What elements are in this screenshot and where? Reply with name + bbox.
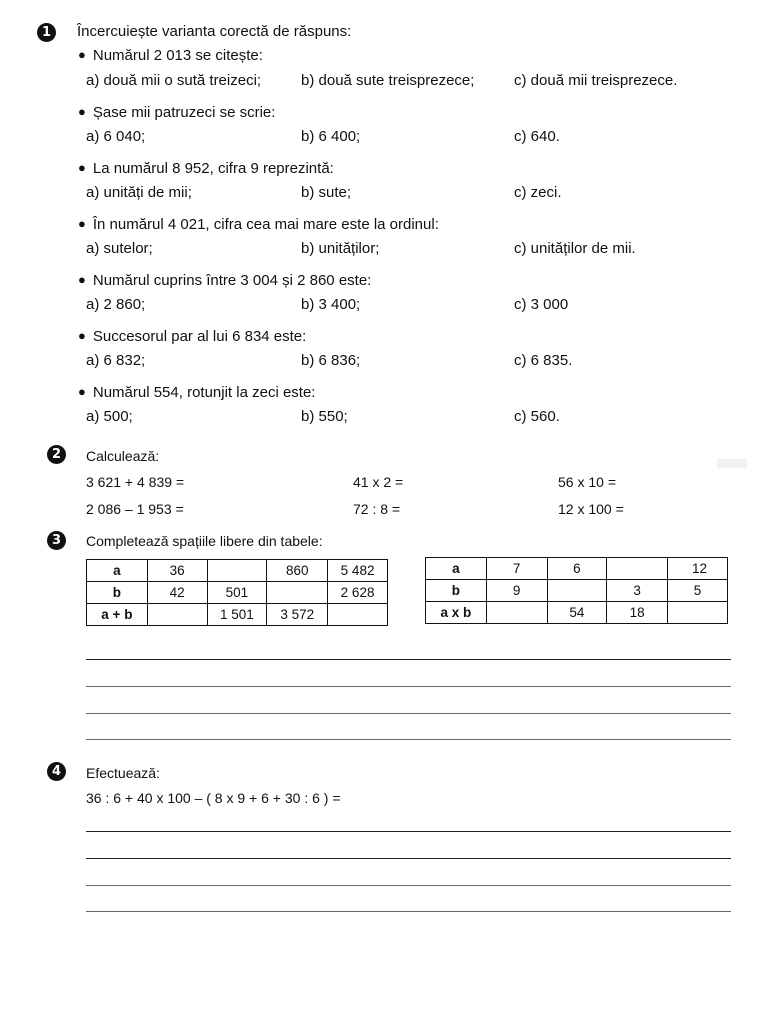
question-6-option-a[interactable]: a) 6 832; [86,352,146,369]
table-cell[interactable] [668,602,728,624]
table-row [426,558,728,580]
question-1-option-b[interactable]: b) două sute treisprezece; [301,72,475,89]
answer-line[interactable] [86,713,731,714]
question-1-option-c[interactable]: c) două mii treisprezece. [514,72,678,89]
sum-table [86,559,388,626]
question-6-option-b[interactable]: b) 6 836; [301,352,361,369]
table-row [87,604,388,626]
table-cell[interactable]: 7 [486,558,547,580]
question-6: ● Succesorul par al lui 6 834 este: [78,328,306,346]
calc-5[interactable]: 72 : 8 = [353,501,401,517]
table-header-cell: b [426,580,487,602]
table-row [87,582,388,604]
question-7: ● Numărul 554, rotunjit la zeci este: [78,384,315,402]
table-header-cell: a [426,558,487,580]
product-table [425,557,728,624]
exercise-3-badge: 3 [47,531,66,550]
table-cell[interactable]: 9 [486,580,547,602]
table-header-cell: a x b [426,602,487,624]
answer-line[interactable] [86,911,731,912]
table-cell[interactable]: 3 572 [267,604,328,626]
table-cell[interactable] [486,602,547,624]
table-cell[interactable]: 36 [147,560,207,582]
answer-line[interactable] [86,686,731,687]
scan-mark [717,459,747,468]
calc-1[interactable]: 3 621 + 4 839 = [86,474,185,490]
table-cell[interactable]: 501 [207,582,267,604]
table-cell[interactable] [267,582,328,604]
calc-4[interactable]: 2 086 – 1 953 = [86,501,184,517]
question-4: ● În numărul 4 021, cifra cea mai mare este la ordinul: [78,216,439,234]
exercise-4-instruction: Efectuează: [86,765,160,781]
expression: 36 : 6 + 40 x 100 – ( 8 x 9 + 6 + 30 : 6 ) = [86,790,341,806]
question-3-option-c[interactable]: c) zeci. [514,184,562,201]
question-6-option-c[interactable]: c) 6 835. [514,352,573,369]
table-cell[interactable]: 42 [147,582,207,604]
table-row [426,602,728,624]
question-2: ● Șase mii patruzeci se scrie: [78,104,275,122]
table-cell[interactable]: 3 [607,580,668,602]
answer-line[interactable] [86,659,731,660]
table-header-cell: a [87,560,148,582]
calc-3[interactable]: 56 x 10 = [558,474,616,490]
question-7-option-c[interactable]: c) 560. [514,408,560,425]
table-cell[interactable]: 860 [267,560,328,582]
question-4-option-b[interactable]: b) unităților; [301,240,380,257]
table-cell[interactable]: 2 628 [328,582,388,604]
answer-line[interactable] [86,739,731,740]
table-row [87,560,388,582]
exercise-4-badge: 4 [47,762,66,781]
answer-line[interactable] [86,858,731,859]
exercise-1-instruction: Încercuiește varianta corectă de răspuns: [77,23,352,40]
answer-line[interactable] [86,831,731,832]
question-5: ● Numărul cuprins între 3 004 și 2 860 este: [78,272,371,290]
exercise-2-badge: 2 [47,445,66,464]
calc-6[interactable]: 12 x 100 = [558,501,624,517]
question-3-option-b[interactable]: b) sute; [301,184,352,201]
question-3-option-a[interactable]: a) unități de mii; [86,184,192,201]
answer-line[interactable] [86,885,731,886]
table-cell[interactable] [147,604,207,626]
question-3: ● La numărul 8 952, cifra 9 reprezintă: [78,160,334,178]
exercise-2-instruction: Calculează: [86,448,160,464]
table-cell[interactable] [547,580,607,602]
table-cell[interactable] [328,604,388,626]
question-2-option-a[interactable]: a) 6 040; [86,128,146,145]
question-2-option-c[interactable]: c) 640. [514,128,560,145]
table-header-cell: b [87,582,148,604]
question-7-option-a[interactable]: a) 500; [86,408,133,425]
question-7-option-b[interactable]: b) 550; [301,408,348,425]
table-cell[interactable] [607,558,668,580]
table-cell[interactable]: 54 [547,602,607,624]
question-2-option-b[interactable]: b) 6 400; [301,128,361,145]
table-header-cell: a + b [87,604,148,626]
table-cell[interactable]: 18 [607,602,668,624]
question-5-option-c[interactable]: c) 3 000 [514,296,569,313]
question-5-option-b[interactable]: b) 3 400; [301,296,361,313]
question-1-option-a[interactable]: a) două mii o sută treizeci; [86,72,262,89]
exercise-3-instruction: Completează spațiile libere din tabele: [86,533,323,549]
calc-2[interactable]: 41 x 2 = [353,474,404,490]
table-cell[interactable] [207,560,267,582]
question-5-option-a[interactable]: a) 2 860; [86,296,146,313]
table-cell[interactable]: 5 482 [328,560,388,582]
table-cell[interactable]: 6 [547,558,607,580]
question-1: ● Numărul 2 013 se citește: [78,47,263,65]
table-cell[interactable]: 1 501 [207,604,267,626]
question-4-option-a[interactable]: a) sutelor; [86,240,153,257]
table-cell[interactable]: 5 [668,580,728,602]
question-4-option-c[interactable]: c) unităților de mii. [514,240,636,257]
exercise-1-badge: 1 [37,23,56,42]
table-cell[interactable]: 12 [668,558,728,580]
table-row [426,580,728,602]
